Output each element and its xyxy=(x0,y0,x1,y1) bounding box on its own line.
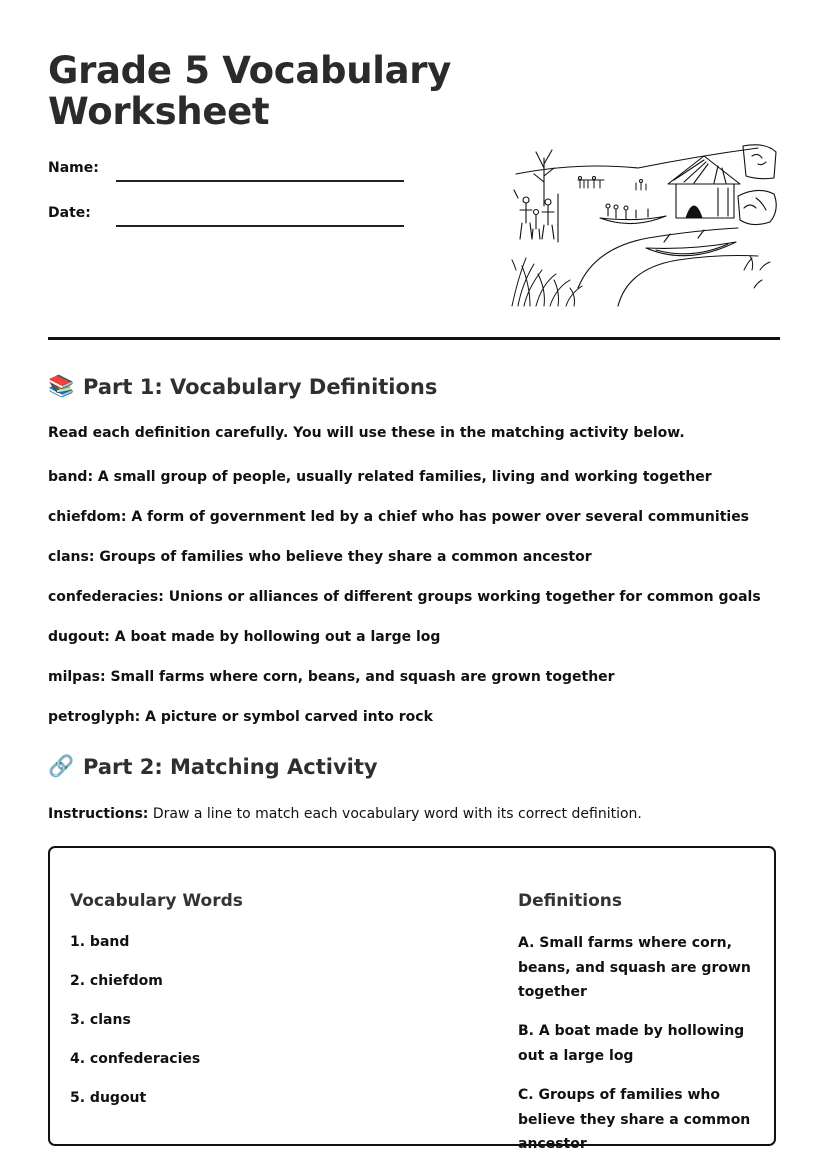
vocab-word[interactable]: 3. clans xyxy=(70,1012,131,1028)
dugout-canoe xyxy=(646,230,736,256)
definition-line: chiefdom: A form of government led by a chief who has power over several communities xyxy=(48,509,750,525)
definition-line: petroglyph: A picture or symbol carved into rock xyxy=(48,709,433,725)
instructions-text: Draw a line to match each vocabulary word with its correct definition. xyxy=(148,806,642,822)
standing-figures xyxy=(514,190,558,242)
definition-line: clans: Groups of families who believe they share a common ancestor xyxy=(48,549,592,565)
grass xyxy=(512,256,770,306)
distant-figures xyxy=(578,177,646,191)
date-line[interactable] xyxy=(116,225,404,227)
part2-heading-text: Part 2: Matching Activity xyxy=(83,754,378,779)
name-line[interactable] xyxy=(116,180,404,182)
vocab-word[interactable]: 5. dugout xyxy=(70,1090,147,1106)
vocab-word[interactable]: 1. band xyxy=(70,934,130,950)
definitions-heading: Definitions xyxy=(518,891,623,911)
definition-line: dugout: A boat made by hollowing out a large log xyxy=(48,629,441,645)
date-label: Date: xyxy=(48,205,91,221)
books-icon: 📚 xyxy=(48,374,75,398)
vocab-word[interactable]: 2. chiefdom xyxy=(70,973,163,989)
page-title: Grade 5 Vocabulary Worksheet xyxy=(48,49,452,133)
tree xyxy=(534,150,554,206)
match-definition[interactable]: B. A boat made by hollowing out a large log xyxy=(518,1023,745,1064)
link-icon: 🔗 xyxy=(48,754,75,778)
instructions xyxy=(48,806,642,822)
match-definition[interactable]: A. Small farms where corn, beans, and squash are grown together xyxy=(518,935,751,1000)
part1-intro: Read each definition carefully. You will use these in the matching activity below. xyxy=(48,425,685,441)
rock-outcrop xyxy=(743,145,776,179)
part2-heading xyxy=(48,754,378,779)
matching-box xyxy=(48,846,776,1152)
part1-heading-text: Part 1: Vocabulary Definitions xyxy=(83,374,438,399)
part1-heading xyxy=(48,374,437,399)
name-label: Name: xyxy=(48,160,99,176)
match-definition[interactable]: C. Groups of families who believe they share a common ancestor xyxy=(518,1087,751,1152)
definition-line: band: A small group of people, usually related families, living and working together xyxy=(48,469,712,485)
small-canoe xyxy=(600,204,666,224)
words-heading: Vocabulary Words xyxy=(70,891,243,911)
thatched-hut xyxy=(668,156,740,218)
village-illustration xyxy=(508,138,782,308)
instructions-label: Instructions: xyxy=(48,806,149,822)
river-bank-lower xyxy=(618,256,758,307)
section-divider xyxy=(48,337,780,340)
river-bank-upper xyxy=(578,228,738,288)
definition-line: confederacies: Unions or alliances of different groups working together for common goals xyxy=(48,589,761,605)
vocab-word[interactable]: 4. confederacies xyxy=(70,1051,201,1067)
definition-line: milpas: Small farms where corn, beans, and squash are grown together xyxy=(48,669,615,685)
